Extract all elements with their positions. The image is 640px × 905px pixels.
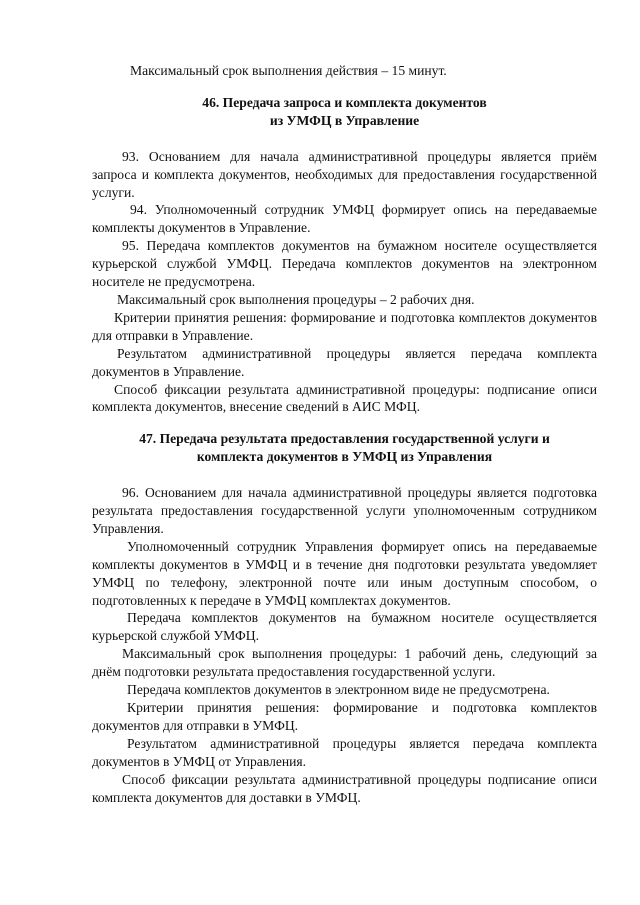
section-47-heading-line2: комплекта документов в УМФЦ из Управления (196, 449, 493, 465)
max-time-note: Максимальный срок выполнения действия – 15 минут. (130, 63, 447, 78)
section-47-heading (92, 430, 597, 466)
paragraph: 95. Передача комплектов документов на бумажном носителе осуществляется курьерской службой УМФЦ. Передача комплектов документов на электронном носителе не предусмотрена. (92, 238, 597, 290)
section-46-heading-line2: из УМФЦ в Управление (269, 112, 420, 128)
section-gap (92, 416, 597, 430)
section-47-heading-line1: 47. Передача результата предоставления государственной услуги и (139, 431, 550, 447)
paragraph: Передача комплектов документов на бумажном носителе осуществляется курьерской службой УМФЦ. (92, 610, 597, 644)
section-46-heading-line1: 46. Передача запроса и комплекта документов (202, 94, 487, 110)
paragraph: 96. Основанием для начала административной процедуры является подготовка результата предоставления государственной услуги уполномоченным сотрудником Управления. (92, 485, 597, 536)
paragraph: Максимальный срок выполнения процедуры – 2 рабочих дня. (117, 291, 475, 307)
document-page (92, 62, 597, 806)
section-46-heading (92, 94, 597, 130)
paragraph: Результатом административной процедуры является передача комплекта документов в Управление. (92, 345, 597, 379)
paragraph: Критерии принятия решения: формирование и подготовка комплектов документов для отправки в УМФЦ. (92, 700, 597, 733)
paragraph: Передача комплектов документов в электронном виде не предусмотрена. (127, 682, 550, 698)
section-47-body (92, 484, 597, 806)
paragraph: 93. Основанием для начала административной процедуры является приём запроса и комплекта документов, необходимых для предоставления государственной услуги. (92, 148, 597, 200)
paragraph: Критерии принятия решения: формирование и подготовка комплектов документов для отправки в Управление. (92, 309, 597, 343)
paragraph: Способ фиксации результата административной процедуры: подписание описи комплекта документов, внесение сведений в АИС МФЦ. (92, 381, 597, 415)
section-46-body (92, 148, 597, 417)
paragraph: Результатом административной процедуры является передача комплекта документов в УМФЦ от Управления. (92, 735, 597, 769)
paragraph: Максимальный срок выполнения процедуры: 1 рабочий день, следующий за днём подготовки результата предоставления государственной услуги. (92, 646, 597, 680)
paragraph: Уполномоченный сотрудник Управления формирует опись на передаваемые комплекты документов в УМФЦ и в течение дня подготовки результата уведомляет УМФЦ по телефону, электронной почте или иным доступным способом, о подготовленных к передаче в УМФЦ комплектах документов. (92, 538, 597, 608)
paragraph: 94. Уполномоченный сотрудник УМФЦ формирует опись на передаваемые комплекты документов в Управление. (92, 202, 597, 236)
paragraph: Способ фиксации результата административной процедуры подписание описи комплекта документов для доставки в УМФЦ. (92, 771, 597, 805)
